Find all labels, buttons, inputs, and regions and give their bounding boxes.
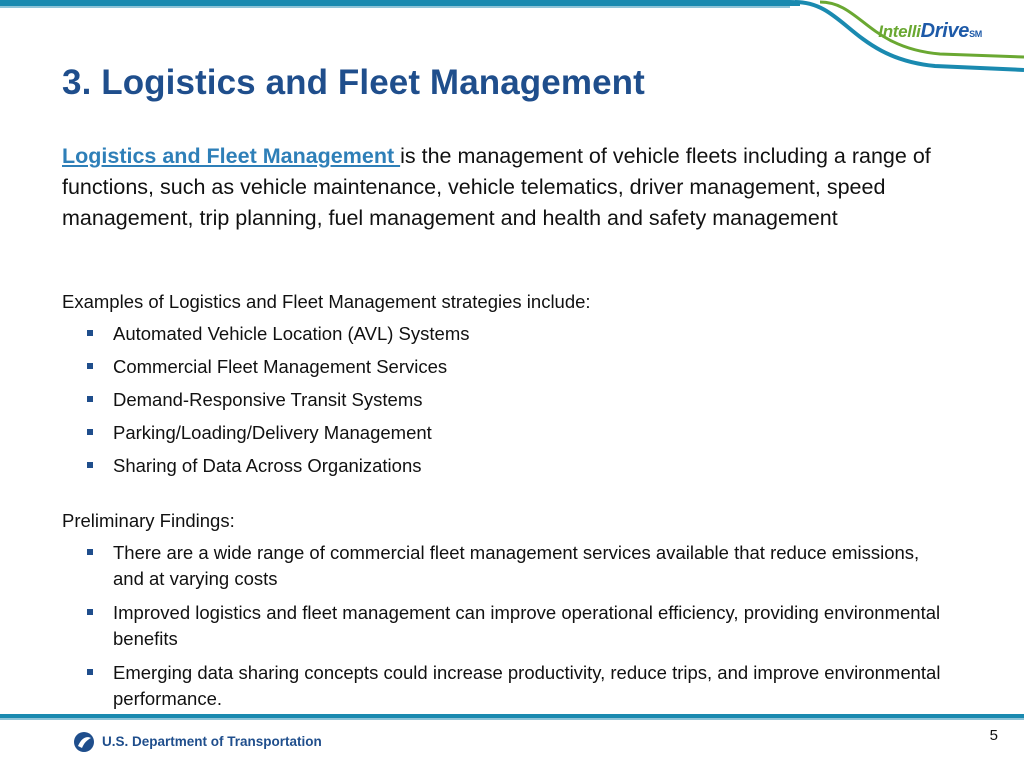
examples-label: Examples of Logistics and Fleet Management strategies include: [62, 291, 591, 312]
list-item-text: Commercial Fleet Management Services [113, 356, 448, 377]
list-item [87, 354, 947, 380]
bullet-icon [87, 669, 93, 675]
page-title: 3. Logistics and Fleet Management [62, 63, 645, 102]
examples-list [87, 321, 947, 486]
logo-drive-text: Drive [920, 20, 970, 42]
intellidrive-logo [878, 20, 982, 43]
list-item-text: Automated Vehicle Location (AVL) Systems [113, 323, 470, 344]
findings-label: Preliminary Findings: [62, 510, 235, 531]
page-number: 5 [989, 727, 998, 744]
footer-rule-light [0, 718, 1024, 720]
logo-intelli-text: Intelli [878, 22, 921, 41]
findings-list [87, 540, 947, 720]
list-item [87, 453, 947, 479]
list-item-text: Emerging data sharing concepts could increase productivity, reduce trips, and improve environmental performance. [113, 662, 941, 709]
list-item [87, 387, 947, 413]
list-item-text: Parking/Loading/Delivery Management [113, 422, 432, 443]
bullet-icon [87, 429, 93, 435]
list-item [87, 540, 947, 592]
list-item-text: Sharing of Data Across Organizations [113, 455, 422, 476]
logo-tm-text: SM [969, 29, 982, 39]
list-item [87, 600, 947, 652]
bullet-icon [87, 363, 93, 369]
list-item-text: Demand-Responsive Transit Systems [113, 389, 423, 410]
list-item [87, 420, 947, 446]
intro-link[interactable]: Logistics and Fleet Management [62, 144, 401, 168]
intro-body: is the management of vehicle fleets including a range of functions, such as vehicle maintenance, vehicle telematics, driver management, speed management, trip planning, fuel management and health and safety management [62, 144, 931, 230]
bullet-icon [87, 462, 93, 468]
list-item-text: Improved logistics and fleet management can improve operational efficiency, providing environmental benefits [113, 602, 941, 649]
bullet-icon [87, 330, 93, 336]
department-name: U.S. Department of Transportation [102, 734, 322, 749]
bullet-icon [87, 549, 93, 555]
list-item [87, 321, 947, 347]
list-item [87, 660, 947, 712]
bullet-icon [87, 396, 93, 402]
bullet-icon [87, 609, 93, 615]
dot-emblem-icon [73, 731, 95, 753]
intro-paragraph [62, 141, 972, 234]
list-item-text: There are a wide range of commercial fleet management services available that reduce emissions, and at varying costs [113, 542, 920, 589]
